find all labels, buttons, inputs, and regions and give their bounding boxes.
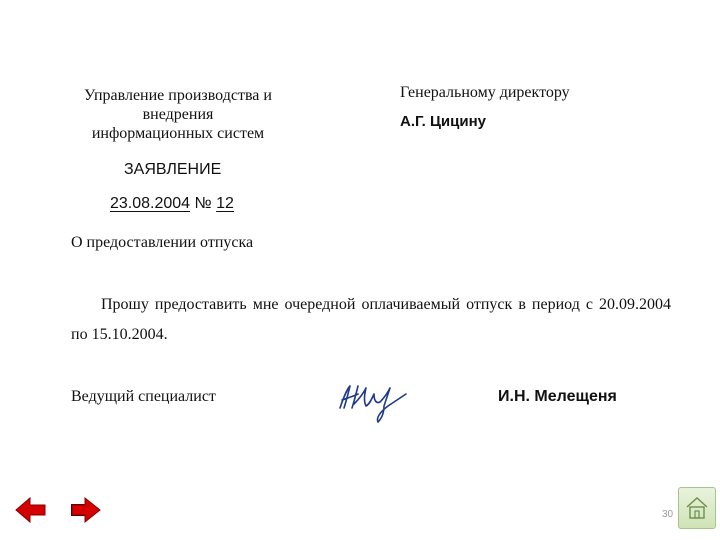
organization-line: внедрения xyxy=(142,106,214,123)
page-number: 30 xyxy=(662,509,674,520)
signer-name: И.Н. Мелещеня xyxy=(498,388,617,405)
document-body-text: Прошу предоставить мне очередной оплачиваемый отпуск в период с 20.09.2004 по 15.10.2004. xyxy=(71,296,671,343)
arrow-right-icon xyxy=(68,496,102,524)
handwritten-signature xyxy=(334,378,416,426)
addressee-position: Генеральному директору xyxy=(400,84,570,101)
previous-slide-button[interactable] xyxy=(14,496,48,524)
addressee-block xyxy=(400,83,570,131)
document-date-number xyxy=(110,195,234,213)
home-button[interactable] xyxy=(678,487,716,529)
organization-name xyxy=(62,86,294,143)
document-type: ЗАЯВЛЕНИЕ xyxy=(124,161,222,178)
addressee-name: А.Г. Цицину xyxy=(400,113,486,130)
arrow-left-icon xyxy=(14,496,48,524)
organization-line: информационных систем xyxy=(91,125,265,142)
organization-line: Управление производства и xyxy=(84,87,272,104)
document-body xyxy=(71,290,671,350)
number-sign: № xyxy=(194,195,212,212)
document-number: 12 xyxy=(216,195,234,212)
next-slide-button[interactable] xyxy=(68,496,102,524)
home-icon xyxy=(684,494,710,522)
signer-position: Ведущий специалист xyxy=(71,388,216,405)
document-date: 23.08.2004 xyxy=(110,195,191,212)
document-subject: О предоставлении отпуска xyxy=(71,234,254,251)
